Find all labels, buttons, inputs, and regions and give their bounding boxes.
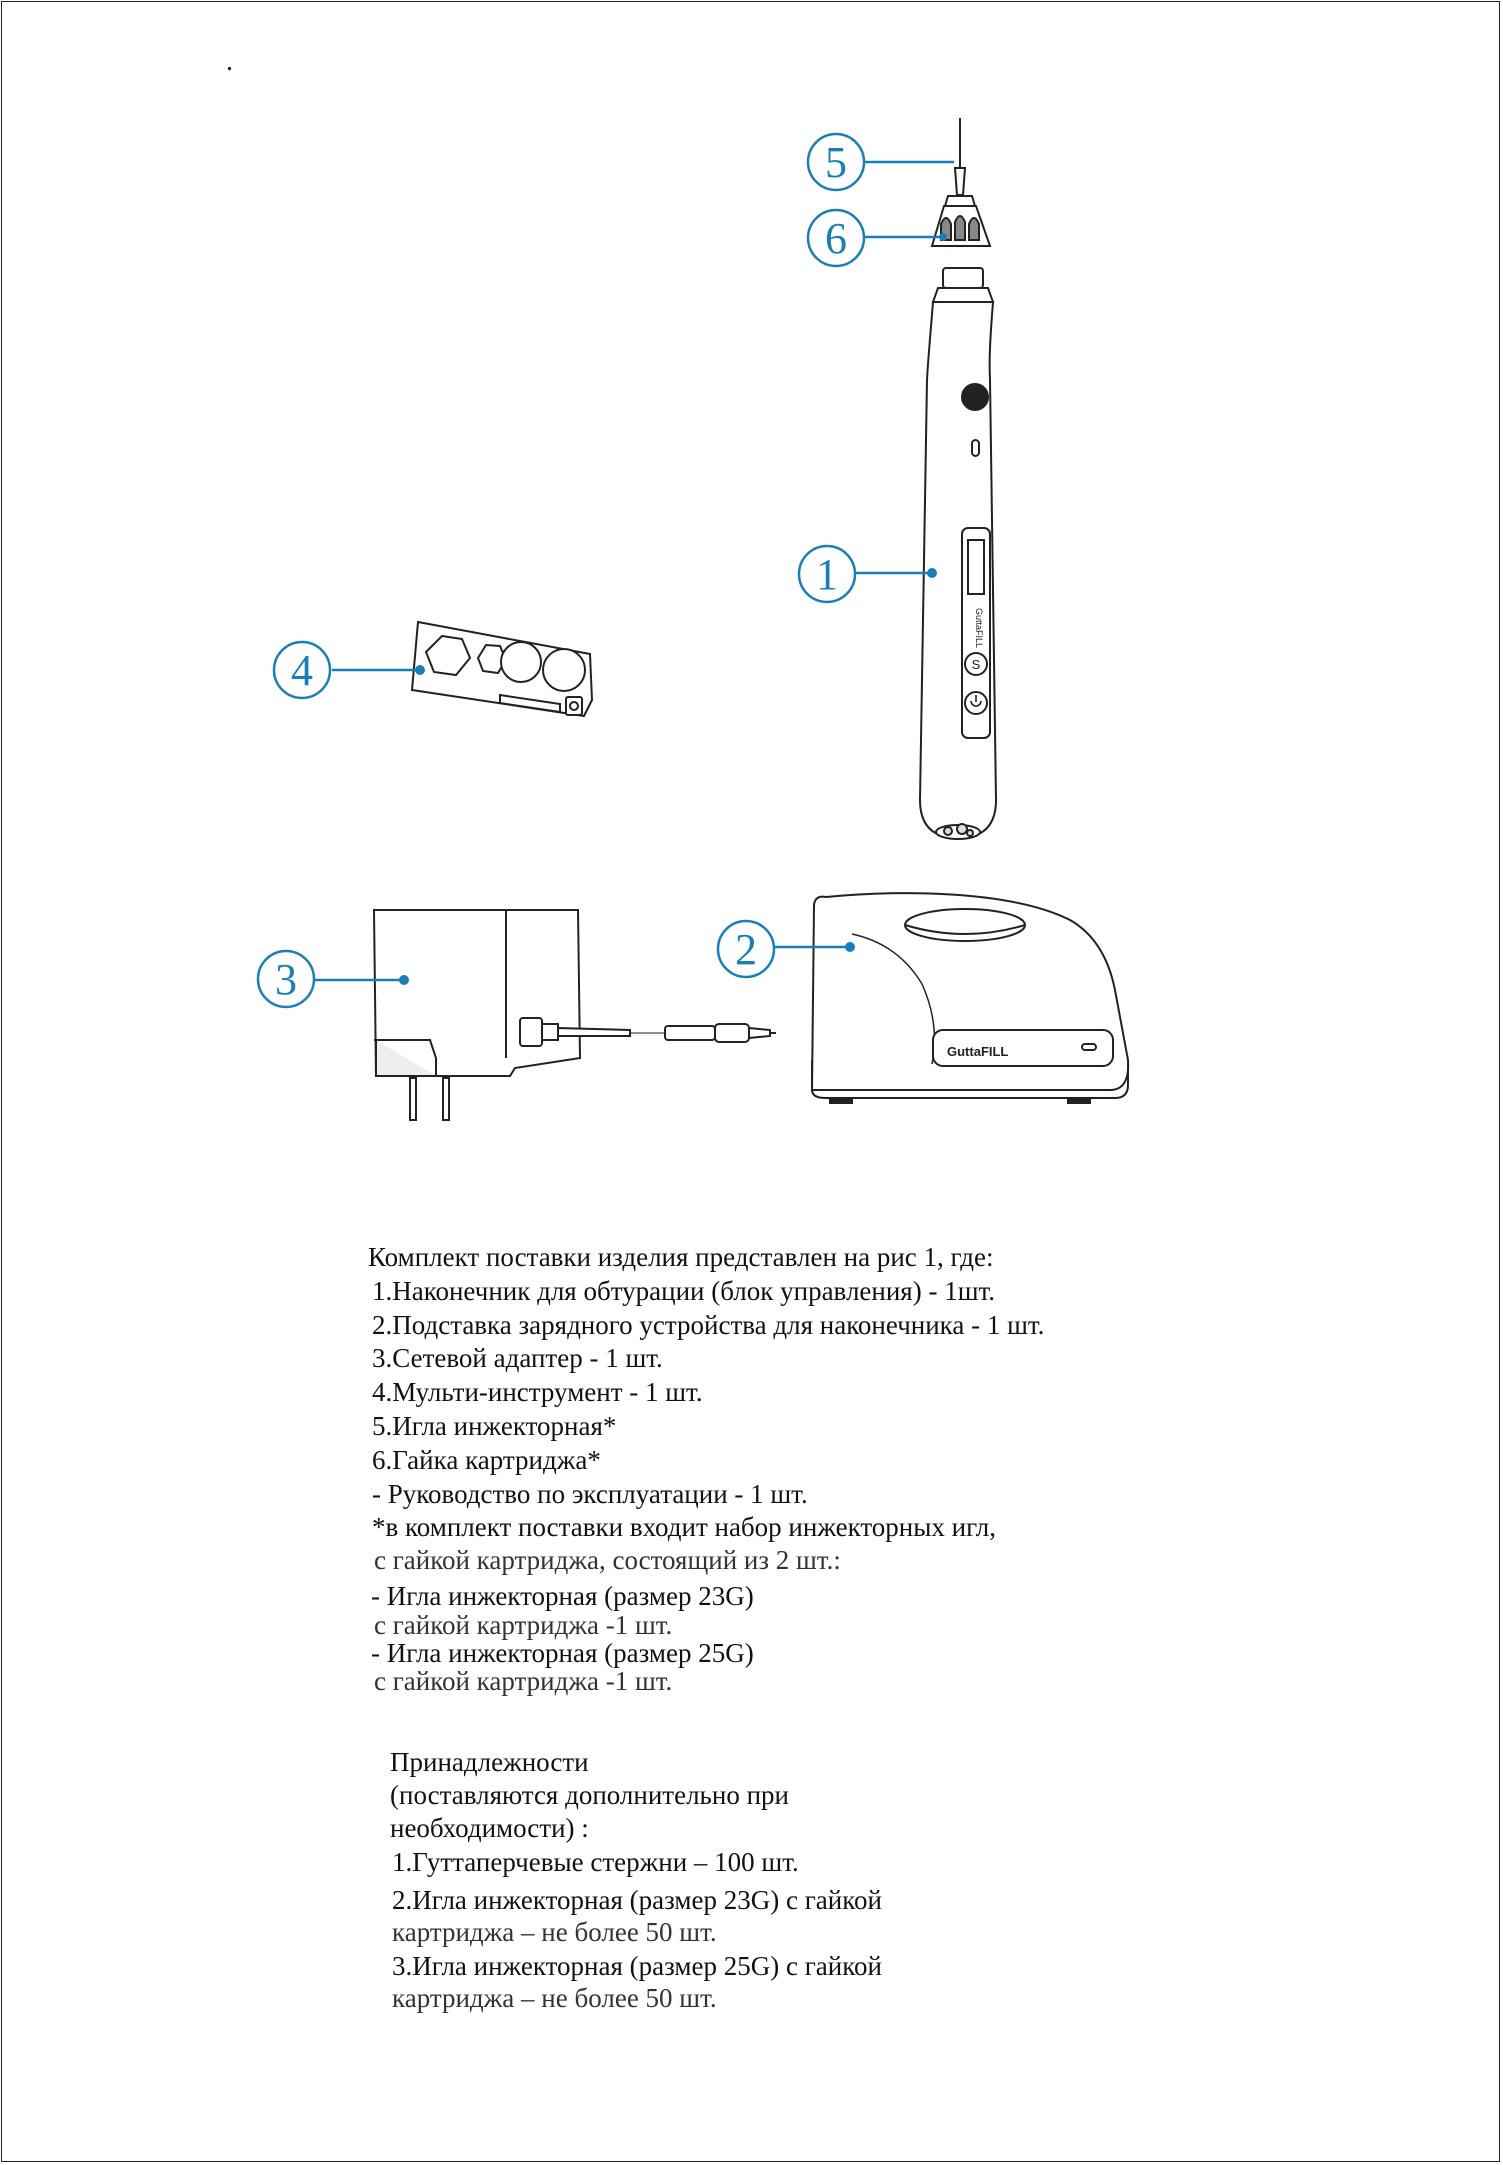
accessories-title: Принадлежности [390, 1747, 589, 1777]
delivery-contents [368, 1242, 1268, 1702]
accessories-item: 3.Игла инжекторная (размер 25G) с гайкой [392, 1951, 882, 1981]
callout-6 [808, 210, 947, 266]
callout-4-label: 4 [291, 646, 313, 695]
handpiece [920, 268, 996, 839]
contents-note: *в комплект поставки входит набор инжекторных игл, [372, 1512, 997, 1542]
accessories-line: необходимости) : [390, 1813, 589, 1843]
contents-item: 1.Наконечник для обтурации (блок управления) - 1шт. [372, 1276, 996, 1306]
accessories [390, 1747, 1090, 2037]
contents-item: 4.Мульти-инструмент - 1 шт. [372, 1377, 703, 1407]
accessories-item: картриджа – не более 50 шт. [392, 1917, 717, 1947]
svg-text:S: S [971, 657, 981, 672]
callout-3-label: 3 [275, 955, 297, 1004]
accessories-item: 1.Гуттаперчевые стержни – 100 шт. [392, 1847, 799, 1877]
callout-1-label: 1 [816, 550, 838, 599]
contents-note: - Игла инжекторная (размер 25G) [371, 1638, 754, 1668]
contents-note: с гайкой картриджа -1 шт. [374, 1666, 673, 1696]
contents-item: 6.Гайка картриджа* [372, 1445, 601, 1475]
contents-note: с гайкой картриджа, состоящий из 2 шт.: [374, 1545, 841, 1575]
contents-note: с гайкой картриджа -1 шт. [374, 1610, 673, 1640]
callout-5 [808, 134, 954, 190]
injector-needle [955, 118, 965, 195]
charging-base [812, 893, 1128, 1103]
multi-tool [412, 622, 592, 716]
contents-item: 5.Игла инжекторная* [372, 1411, 617, 1441]
accessories-line: (поставляются дополнительно при [390, 1780, 789, 1810]
callout-5-label: 5 [825, 138, 847, 187]
callout-1 [799, 546, 937, 602]
contents-item: 3.Сетевой адаптер - 1 шт. [372, 1343, 663, 1373]
callout-6-label: 6 [825, 214, 847, 263]
accessories-item: картриджа – не более 50 шт. [392, 1983, 717, 2013]
power-adapter [374, 910, 776, 1120]
accessories-item: 2.Игла инжекторная (размер 23G) с гайкой [392, 1885, 882, 1915]
contents-item: 2.Подставка зарядного устройства для наконечника - 1 шт. [372, 1310, 1045, 1340]
callout-4 [274, 642, 425, 698]
contents-intro: Комплект поставки изделия представлен на рис 1, где: [368, 1242, 994, 1272]
handpiece-logo: GuttaFILL [974, 608, 984, 649]
callout-2-label: 2 [735, 925, 757, 974]
stray-dot: . [226, 46, 233, 77]
contents-note: - Игла инжекторная (размер 23G) [371, 1581, 754, 1611]
base-logo: GuttaFILL [947, 1044, 1009, 1059]
contents-item: - Руководство по эксплуатации - 1 шт. [372, 1479, 808, 1509]
